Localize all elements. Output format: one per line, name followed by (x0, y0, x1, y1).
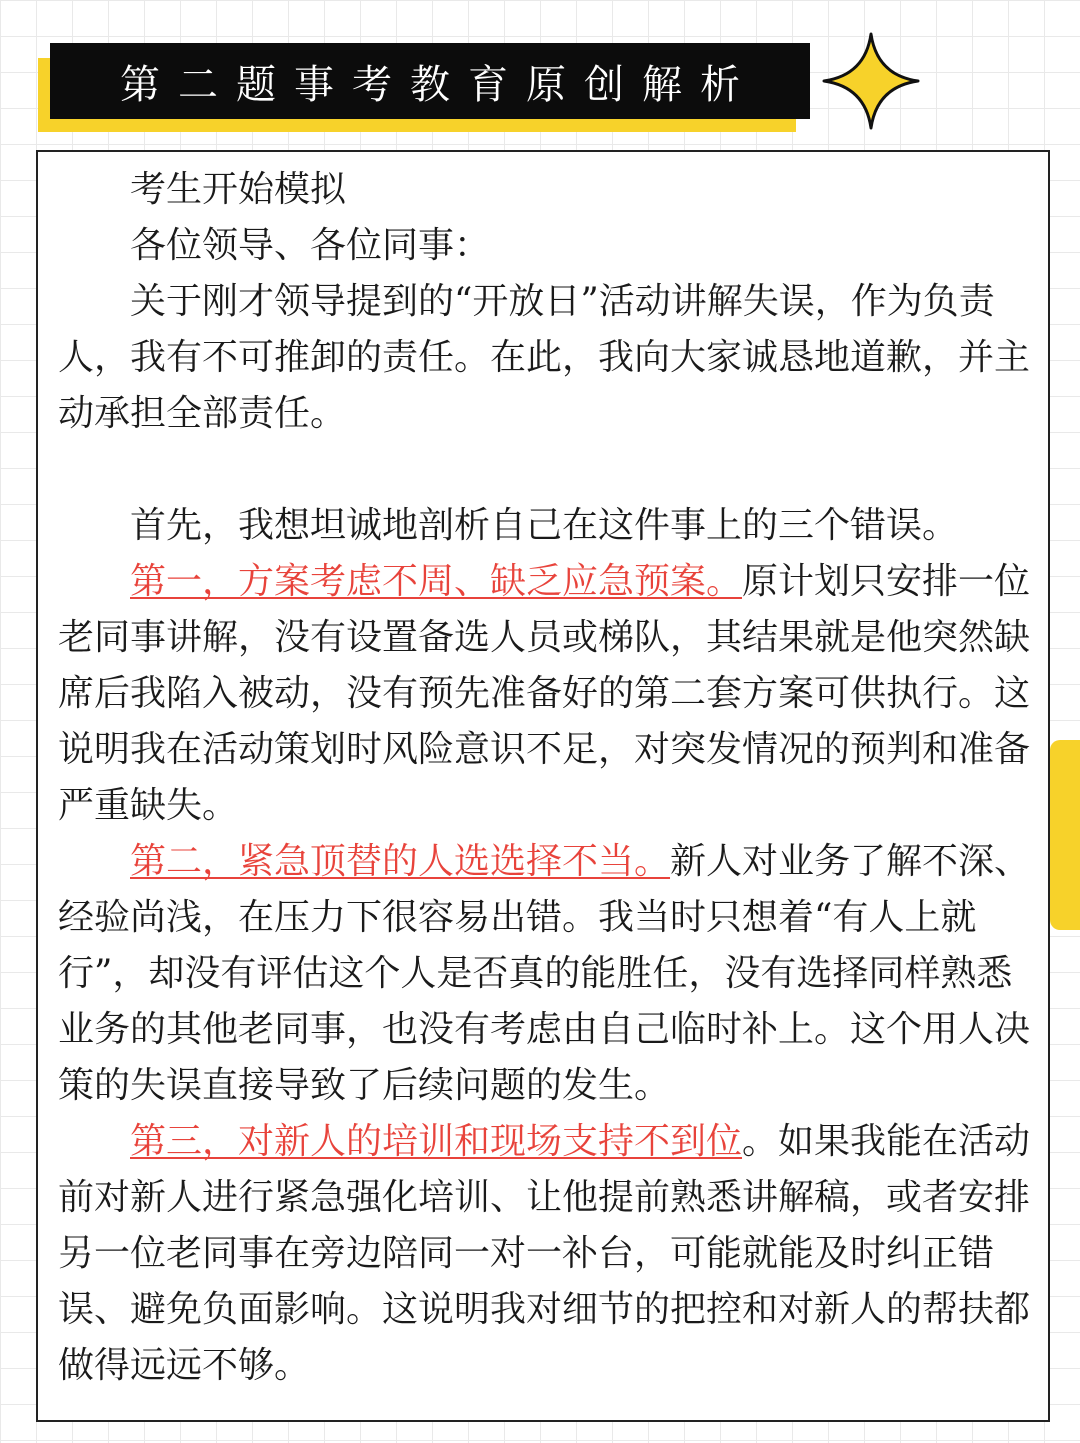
article-text (58, 162, 1048, 1394)
point-one-paragraph (58, 554, 1048, 834)
point-two-paragraph (58, 834, 1048, 1114)
point-three-body: 。如果我能在活动前对新人进行紧急强化培训、让他提前熟悉讲解稿，或者安排另一位老同事在旁边陪同一对一补台，可能就能及时纠正错误、避免负面影响。这说明我对细节的把控和对新人的帮扶都做得远远不够。 (58, 1121, 1031, 1386)
paragraph-gap (58, 442, 1048, 498)
point-two-body: 新人对业务了解不深、经验尚浅，在压力下很容易出错。我当时只想着“有人上就行”，却没有评估这个人是否真的能胜任，没有选择同样熟悉业务的其他老同事，也没有考虑由自己临时补上。这个用人决策的失误直接导致了后续问题的发生。 (58, 841, 1031, 1106)
greeting-line: 各位领导、各位同事： (130, 225, 491, 266)
simulation-start-line: 考生开始模拟 (130, 169, 347, 210)
first-intro-paragraph: 首先，我想坦诚地剖析自己在这件事上的三个错误。 (130, 505, 959, 546)
point-one-heading: 第一，方案考虑不周、缺乏应急预案。 (130, 561, 743, 602)
side-tab-decoration (1050, 740, 1080, 930)
content-panel (36, 150, 1050, 1422)
intro-paragraph: 关于刚才领导提到的“开放日”活动讲解失误，作为负责人，我有不可推卸的责任。在此，我向大家诚恳地道歉，并主动承担全部责任。 (58, 281, 1031, 434)
sparkle-star-icon (822, 32, 920, 130)
point-three-heading: 第三，对新人的培训和现场支持不到位 (130, 1121, 743, 1162)
point-three-paragraph (58, 1114, 1048, 1394)
point-two-heading: 第二，紧急顶替的人选选择不当。 (130, 841, 671, 882)
point-one-body: 原计划只安排一位老同事讲解，没有设置备选人员或梯队，其结果就是他突然缺席后我陷入被动，没有预先准备好的第二套方案可供执行。这说明我在活动策划时风险意识不足，对突发情况的预判和准备严重缺失。 (58, 561, 1031, 826)
page-title: 第二题事考教育原创解析 (50, 43, 810, 119)
